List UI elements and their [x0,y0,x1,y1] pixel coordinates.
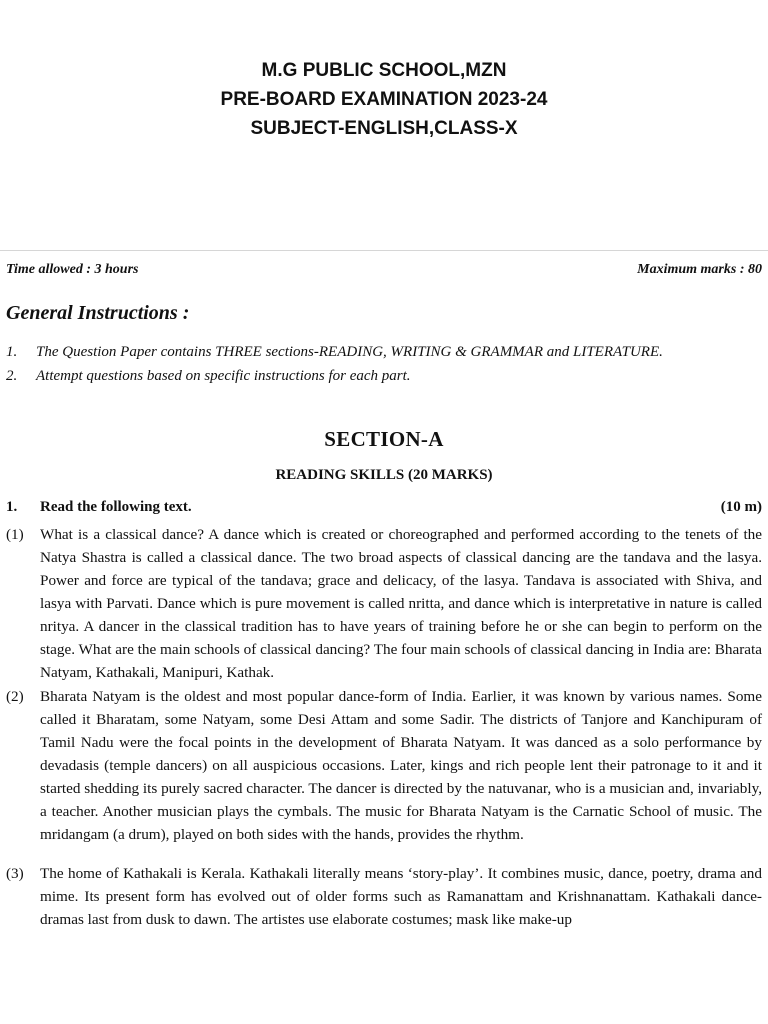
question-heading [6,499,762,516]
maximum-marks: Maximum marks : 80 [637,262,762,277]
paragraph-text: Bharata Natyam is the oldest and most popular dance-form of India. Earlier, it was known by various names. Some called it Bharatam, some Natyam, some Desi Attam and some Sadir. The districts of Tanjore and Kanchipuram of Tamil Nadu were the focal points in the development of Bharata Natyam. It was danced as a solo performance by devadasis (temple dancers) on all auspicious occasions. Later, kings and rich people lent their patronage to it and it started shedding its purely sacred character. The dancer is directed by the natuvanar, who is a musician and, invariably, a teacher. Another musician plays the cymbals. The music for Bharata Natyam is the Carnatic School of music. The mridangam (a drum), played on both sides with the hands, provides the rhythm. [40,688,762,843]
section-title: SECTION-A [324,427,444,451]
instruction-text: The Question Paper contains THREE sections-READING, WRITING & GRAMMAR and LITERATURE. [36,344,663,360]
instruction-number: 2. [6,368,18,384]
header-divider [0,250,768,251]
time-allowed: Time allowed : 3 hours [6,262,139,277]
general-instructions-title: General Instructions : [6,302,190,324]
paragraph-number: (3) [6,865,24,882]
question-text: Read the following text. [40,499,192,515]
question-marks: (10 m) [720,499,762,515]
paragraph-text: What is a classical dance? A dance which is created or choreographed and performed according to the tenets of the Natya Shastra is called a classical dance. The two broad aspects of classical dancing are the tandava and the lasya. Power and force are typical of the tandava; grace and delicacy, of the lasya. Tandava is associated with Shiva, and lasya with Parvati. Dance which is pure movement is called nritta, and dance which is interpretative in nature is called nritya. A dancer in the classical tradition has to have years of training before he or she can begin to perform on the stage. What are the main schools of classical dancing? The four main schools of classical dancing in India are: Bharata Natyam, Kathakali, Manipuri, Kathak. [40,526,762,681]
instruction-text: Attempt questions based on specific instructions for each part. [36,368,411,384]
exam-meta [6,262,762,278]
instruction-number: 1. [6,344,18,360]
section-subtitle: READING SKILLS (20 MARKS) [275,467,493,483]
instruction-item [6,364,762,388]
passage-paragraph [6,523,762,684]
general-instructions-list [6,340,762,388]
document-header [0,56,768,143]
subject-class: SUBJECT-ENGLISH,CLASS-X [250,118,518,139]
paragraph-number: (2) [6,688,24,705]
passage-paragraph [6,862,762,931]
question-number: 1. [6,499,18,515]
school-name: M.G PUBLIC SCHOOL,MZN [261,60,507,81]
paragraph-text: The home of Kathakali is Kerala. Kathakali literally means ‘story-play’. It combines music, dance, poetry, drama and mime. Its present form has evolved out of older forms such as Ramanattam and Krishnanattam. Kathakali dance-dramas last from dusk to dawn. The artistes use elaborate costumes; mask like make-up [40,865,762,928]
passage-paragraph [6,685,762,846]
instruction-item [6,340,762,364]
paragraph-number: (1) [6,526,24,543]
exam-title: PRE-BOARD EXAMINATION 2023-24 [220,89,548,110]
